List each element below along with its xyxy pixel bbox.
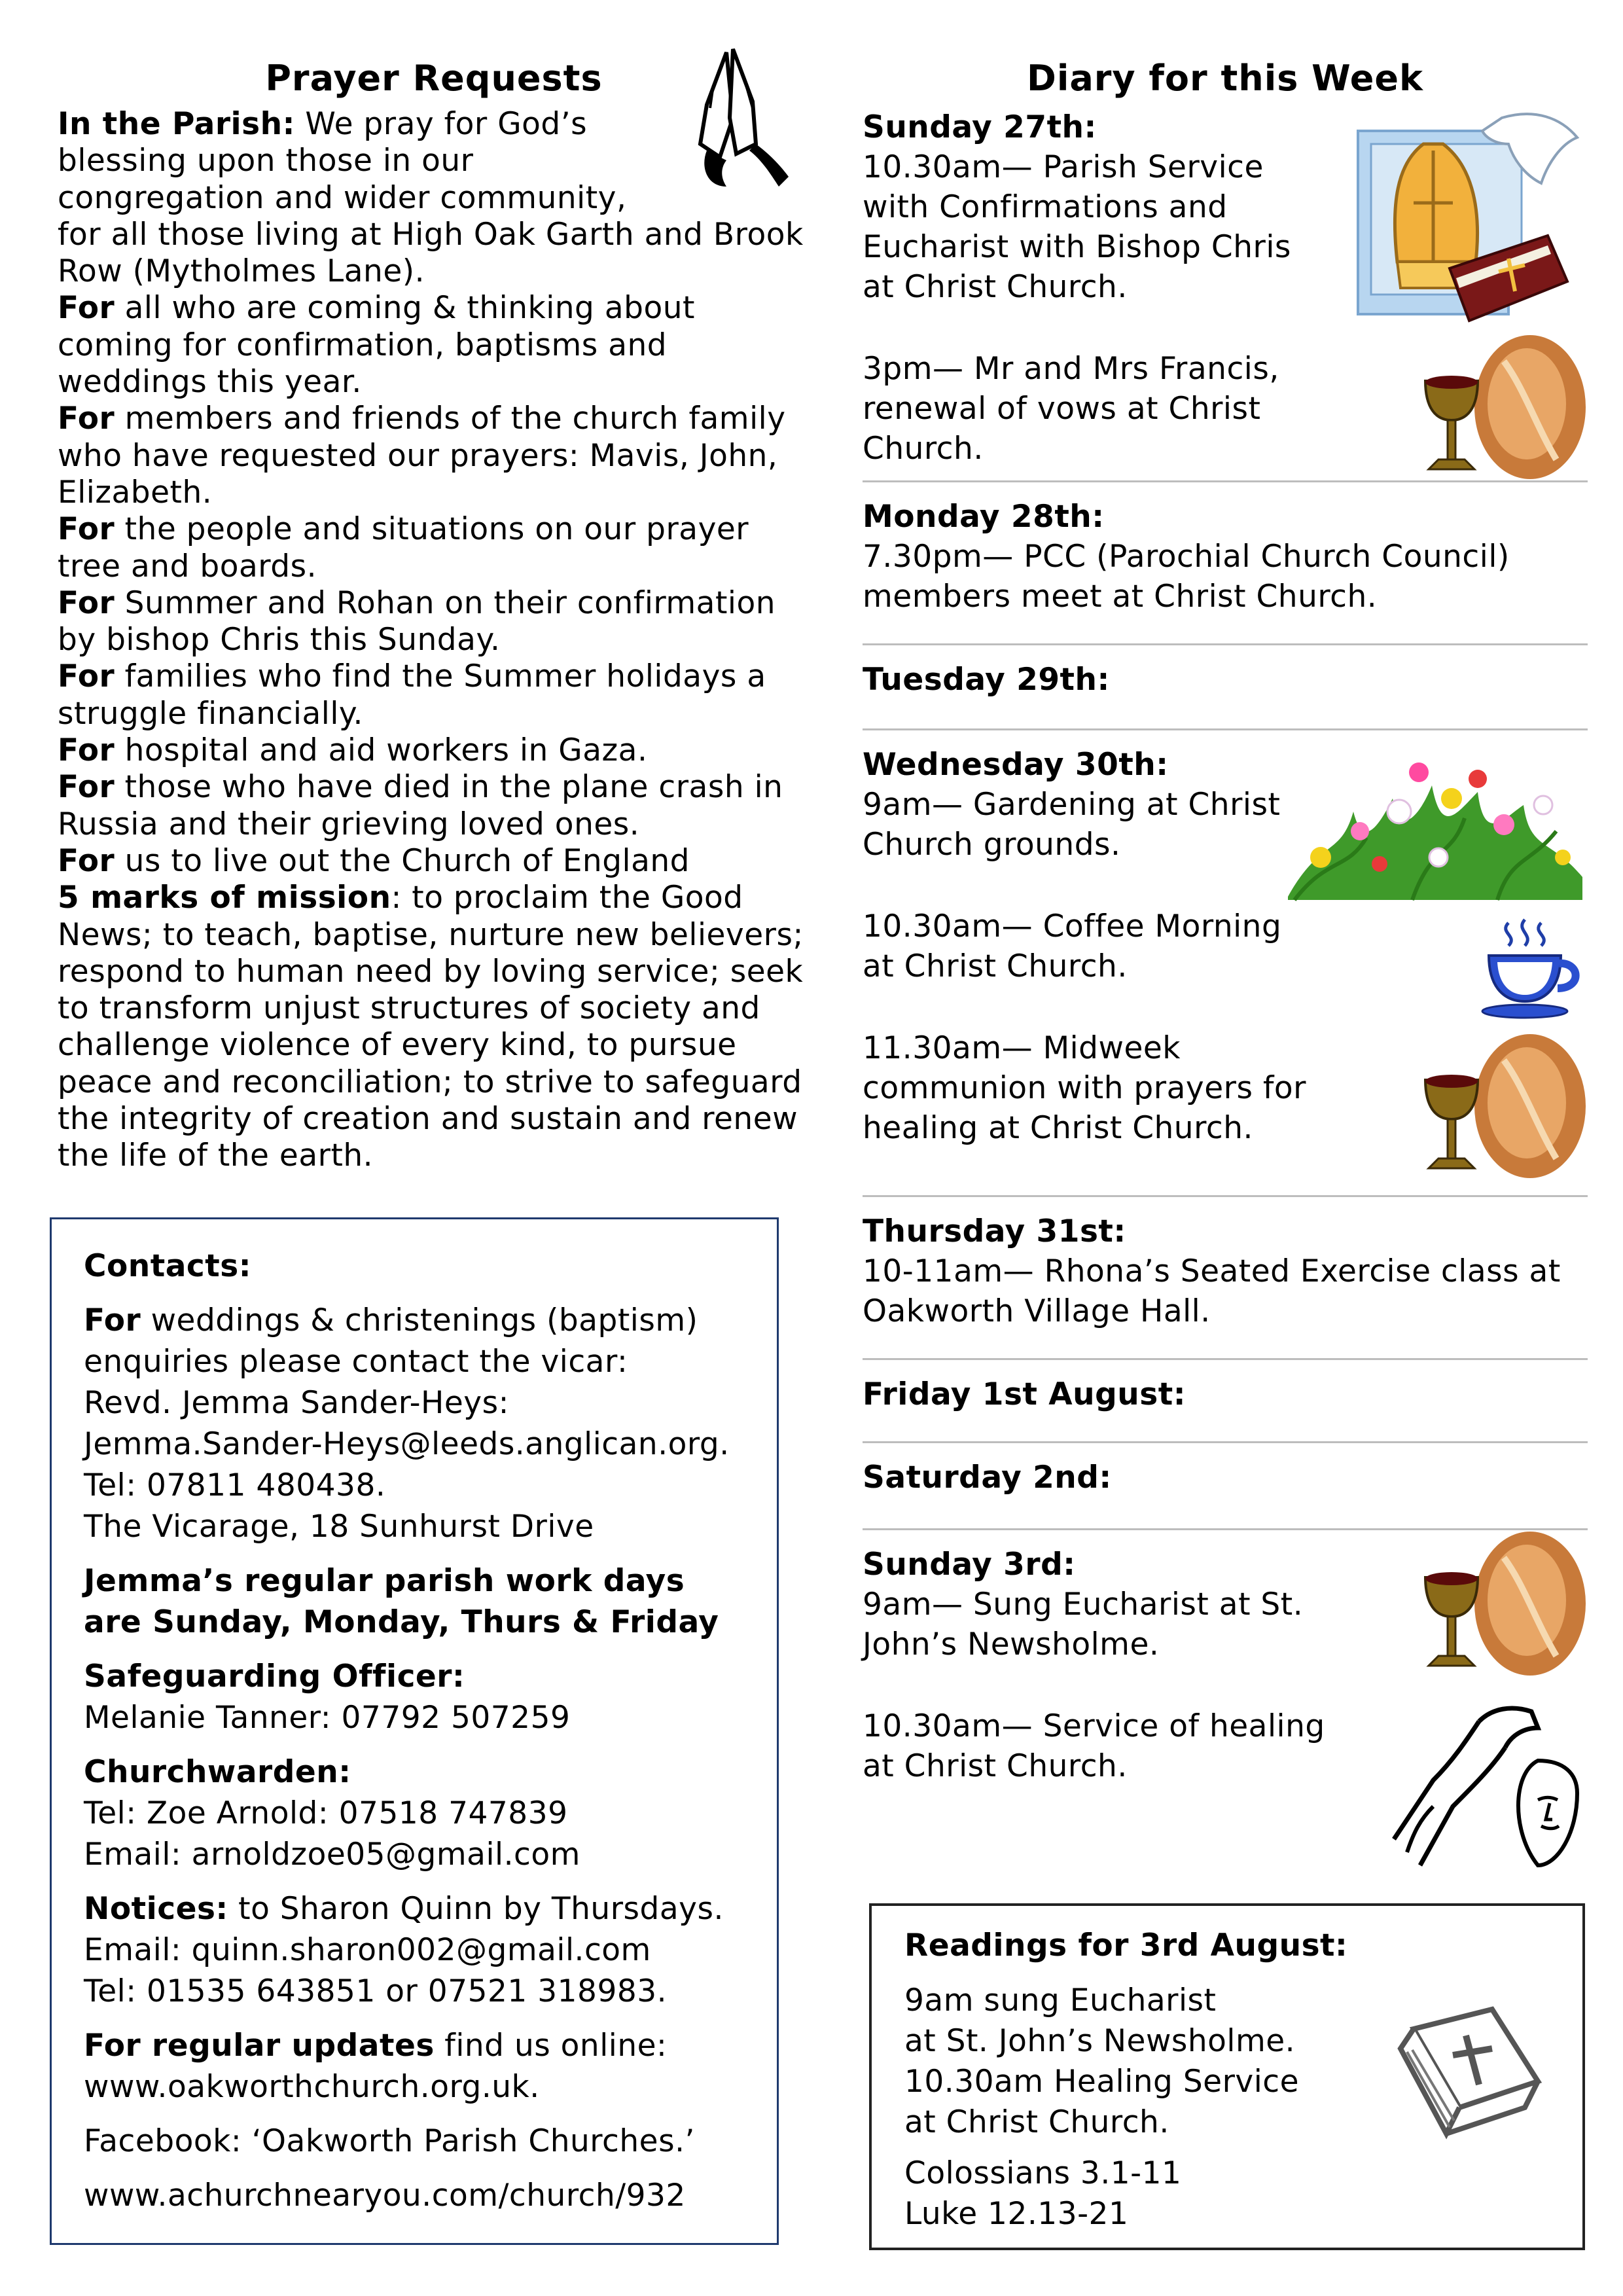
prayer-item: For us to live out the Church of England [58, 842, 690, 879]
notices-line: Notices: to Sharon Quinn by Thursdays. [84, 1891, 724, 1927]
praying-hands-icon [681, 46, 792, 196]
readings-title: Readings for 3rd August: [904, 1928, 1348, 1964]
bishop-mitre-dove-bible-icon [1351, 105, 1587, 327]
prayer-intro [58, 106, 647, 217]
day-title: Thursday 31st: [863, 1213, 1126, 1249]
vicar-address: The Vicarage, 18 Sunhurst Drive [84, 1509, 594, 1545]
chalice-bread-icon [1406, 1532, 1589, 1686]
chalice-bread-icon [1406, 1034, 1589, 1189]
readings-line: 10.30am Healing Service [904, 2064, 1300, 2100]
readings-line: at St. John’s Newsholme. [904, 2023, 1296, 2059]
readings-line: 9am sung Eucharist [904, 1982, 1217, 2018]
diary-entry: 9am— Gardening at Christ Church grounds. [863, 787, 1281, 863]
day-title: Saturday 2nd: [863, 1460, 1112, 1496]
safeguarding-text: Melanie Tanner: 07792 507259 [84, 1700, 571, 1736]
prayer-item: For families who find the Summer holidays a struggle financially. [58, 658, 766, 732]
contacts-box [50, 1217, 779, 2245]
day-title: Sunday 3rd: [863, 1547, 1076, 1583]
contacts-weddings: For weddings & christenings (baptism) enquiries please contact the vicar: [84, 1302, 698, 1380]
notices-email[interactable]: Email: quinn.sharon002@gmail.com [84, 1932, 651, 1968]
chalice-bread-icon [1406, 335, 1589, 490]
website-link[interactable]: www.oakworthchurch.org.uk. [84, 2069, 540, 2105]
workdays-line2: are Sunday, Monday, Thurs & Friday [84, 1604, 719, 1640]
day-title: Sunday 27th: [863, 109, 1097, 145]
diary-entry: 10.30am— Parish Service with Confirmations and Eucharist with Bishop Chris at Christ Church. [863, 149, 1291, 305]
notices-tel: Tel: 01535 643851 or 07521 318983. [84, 1973, 668, 2009]
vicar-tel: Tel: 07811 480438. [84, 1467, 386, 1503]
prayer-item: For all who are coming & thinking about coming for confirmation, baptisms and weddings this year. [58, 290, 695, 401]
coffee-cup-icon [1479, 916, 1584, 1021]
readings-line: at Christ Church. [904, 2104, 1169, 2140]
prayer-item: For the people and situations on our prayer tree and boards. [58, 511, 749, 584]
diary-entry: 3pm— Mr and Mrs Francis, renewal of vows at Christ Church. [863, 351, 1279, 467]
prayer-requests-body [58, 106, 810, 1175]
diary-entry: 10.30am— Coffee Morning at Christ Church. [863, 908, 1282, 984]
contacts-title: Contacts: [84, 1248, 252, 1284]
churchwarden-tel: Tel: Zoe Arnold: 07518 747839 [84, 1795, 568, 1831]
prayer-item: For members and friends of the church family who have requested our prayers: Mavis, John, Elizabeth. [58, 401, 786, 511]
vicar-name: Revd. Jemma Sander-Heys: [84, 1385, 509, 1421]
diary-entry: 11.30am— Midweek communion with prayers for healing at Christ Church. [863, 1030, 1306, 1146]
prayer-item: For Summer and Rohan on their confirmation by bishop Chris this Sunday. [58, 584, 776, 658]
vicar-email[interactable]: Jemma.Sander-Heys@leeds.anglican.org. [84, 1426, 730, 1462]
prayer-requests-section [58, 52, 810, 1175]
prayer-intro-label: In the Parish: [58, 106, 295, 142]
reading-ref: Colossians 3.1-11 [904, 2155, 1182, 2191]
day-title: Wednesday 30th: [863, 747, 1169, 783]
facebook-line: Facebook: ‘Oakworth Parish Churches.’ [84, 2123, 695, 2159]
prayer-item: For those who have died in the plane crash in Russia and their grieving loved ones. [58, 769, 783, 842]
achurch-link[interactable]: www.achurchnearyou.com/church/932 [84, 2178, 686, 2214]
day-title: Tuesday 29th: [863, 662, 1110, 698]
prayer-intro-text: We pray for God’s blessing upon those in our congregation and wider community, [58, 106, 627, 216]
prayer-mission: 5 marks of mission: to proclaim the Good News; to teach, baptise, nurture new believers; respond to human need by loving service; seek to transform unjust structures of society and challenge violence of every kind, to pursue peace and reconciliation; to strive to safeguard the integrity of creation and sustain and renew the life of the earth. [58, 880, 804, 1174]
prayer-intro-2: for all those living at High Oak Garth and Brook Row (Mytholmes Lane). [58, 216, 804, 290]
updates-line: For regular updates find us online: [84, 2028, 668, 2064]
churchwarden-email[interactable]: Email: arnoldzoe05@gmail.com [84, 1837, 580, 1873]
diary-entry: 10-11am— Rhona’s Seated Exercise class at Oakworth Village Hall. [863, 1253, 1561, 1329]
diary-entry: 10.30am— Service of healing at Christ Church. [863, 1708, 1325, 1784]
diary-title: Diary for this Week [1027, 58, 1423, 99]
prayer-requests-title: Prayer Requests [265, 58, 603, 99]
diary-day-monday-28 [863, 482, 1588, 645]
day-title: Monday 28th: [863, 499, 1105, 535]
flowers-grass-icon [1281, 759, 1589, 903]
reading-ref: Luke 12.13-21 [904, 2196, 1129, 2232]
prayer-item: For hospital and aid workers in Gaza. [58, 732, 648, 769]
diary-day-friday-1 [863, 1360, 1588, 1443]
diary-entry: 7.30pm— PCC (Parochial Church Council) members meet at Christ Church. [863, 539, 1510, 615]
diary-day-saturday-2 [863, 1443, 1588, 1530]
diary-day-tuesday-29 [863, 645, 1588, 730]
bible-cross-icon [1387, 2003, 1551, 2160]
day-title: Friday 1st August: [863, 1376, 1186, 1412]
safeguarding-label: Safeguarding Officer: [84, 1659, 465, 1695]
churchwarden-label: Churchwarden: [84, 1754, 351, 1790]
workdays-line1: Jemma’s regular parish work days [84, 1563, 685, 1599]
diary-entry: 9am— Sung Eucharist at St. John’s Newsholme. [863, 1587, 1304, 1662]
laying-on-of-hands-icon [1381, 1702, 1584, 1878]
diary-day-thursday-31 [863, 1197, 1588, 1360]
